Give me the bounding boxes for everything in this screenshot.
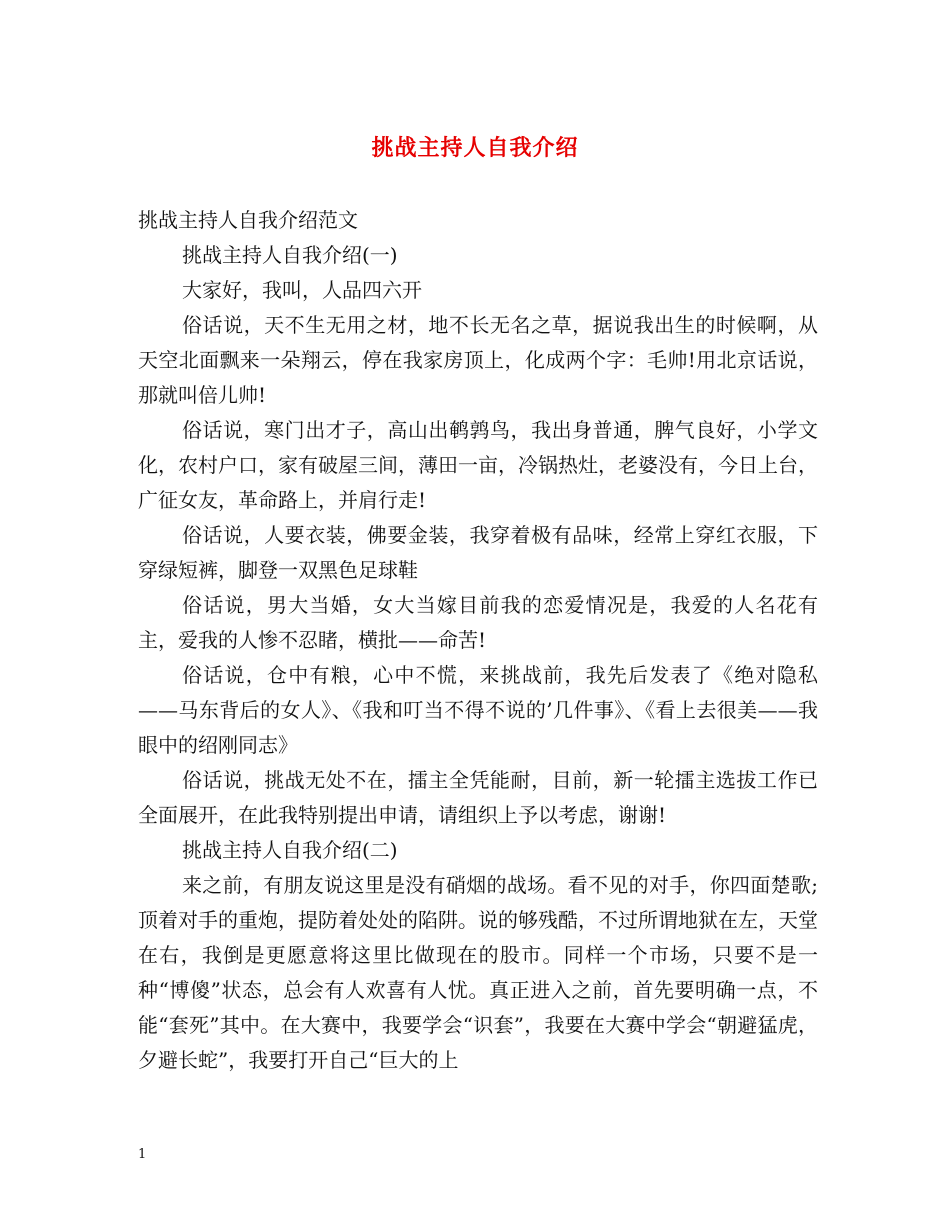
paragraph: 俗话说，挑战无处不在，擂主全凭能耐，目前，新一轮擂主选拔工作已全面展开，在此我特别提出申请，请组织上予以考虑，谢谢! [138,768,818,827]
page-title: 挑战主持人自我介绍 [371,135,579,161]
paragraph: 俗话说，天不生无用之材，地不长无名之草，据说我出生的时候啊，从天空北面飘来一朵翔云，停在我家房顶上，化成两个字：毛帅!用北京话说，那就叫倍儿帅! [138,313,818,407]
paragraph: 挑战主持人自我介绍(二) [182,838,398,862]
paragraph: 挑战主持人自我介绍(一) [182,243,398,267]
paragraph: 来之前，有朋友说这里是没有硝烟的战场。看不见的对手，你四面楚歌;顶着对手的重炮，提防着处处的陷阱。说的够残酷，不过所谓地狱在左，天堂在右，我倒是更愿意将这里比做现在的股市。同样一个市场，只要不是一种“博傻”状态，总会有人欢喜有人忧。真正进入之前，首先要明确一点，不能“套死”其中。在大赛中，我要学会“识套”，我要在大赛中学会“朝避猛虎，夕避长蛇”，我要打开自己“巨大的上 [138,873,818,1072]
paragraph: 俗话说，仓中有粮，心中不慌，来挑战前，我先后发表了《绝对隐私——马东背后的女人》、《我和叮当不得不说的’几件事》、《看上去很美——我眼中的绍刚同志》 [138,663,818,757]
paragraph: 俗话说，男大当婚，女大当嫁目前我的恋爱情况是，我爱的人名花有主，爱我的人惨不忍睹，横批——命苦! [138,593,818,652]
document-body [138,203,818,1078]
paragraph: 俗话说，人要衣装，佛要金装，我穿着极有品味，经常上穿红衣服，下穿绿短裤，脚登一双黑色足球鞋 [138,523,818,582]
paragraph: 俗话说，寒门出才子，高山出鹌鹑鸟，我出身普通，脾气良好，小学文化，农村户口，家有破屋三间，薄田一亩，冷锅热灶，老婆没有，今日上台，广征女友，革命路上，并肩行走! [138,418,818,512]
paragraph: 大家好，我叫，人品四六开 [182,278,422,302]
paragraph: 挑战主持人自我介绍范文 [138,208,358,232]
page-number: 1 [138,1147,147,1162]
